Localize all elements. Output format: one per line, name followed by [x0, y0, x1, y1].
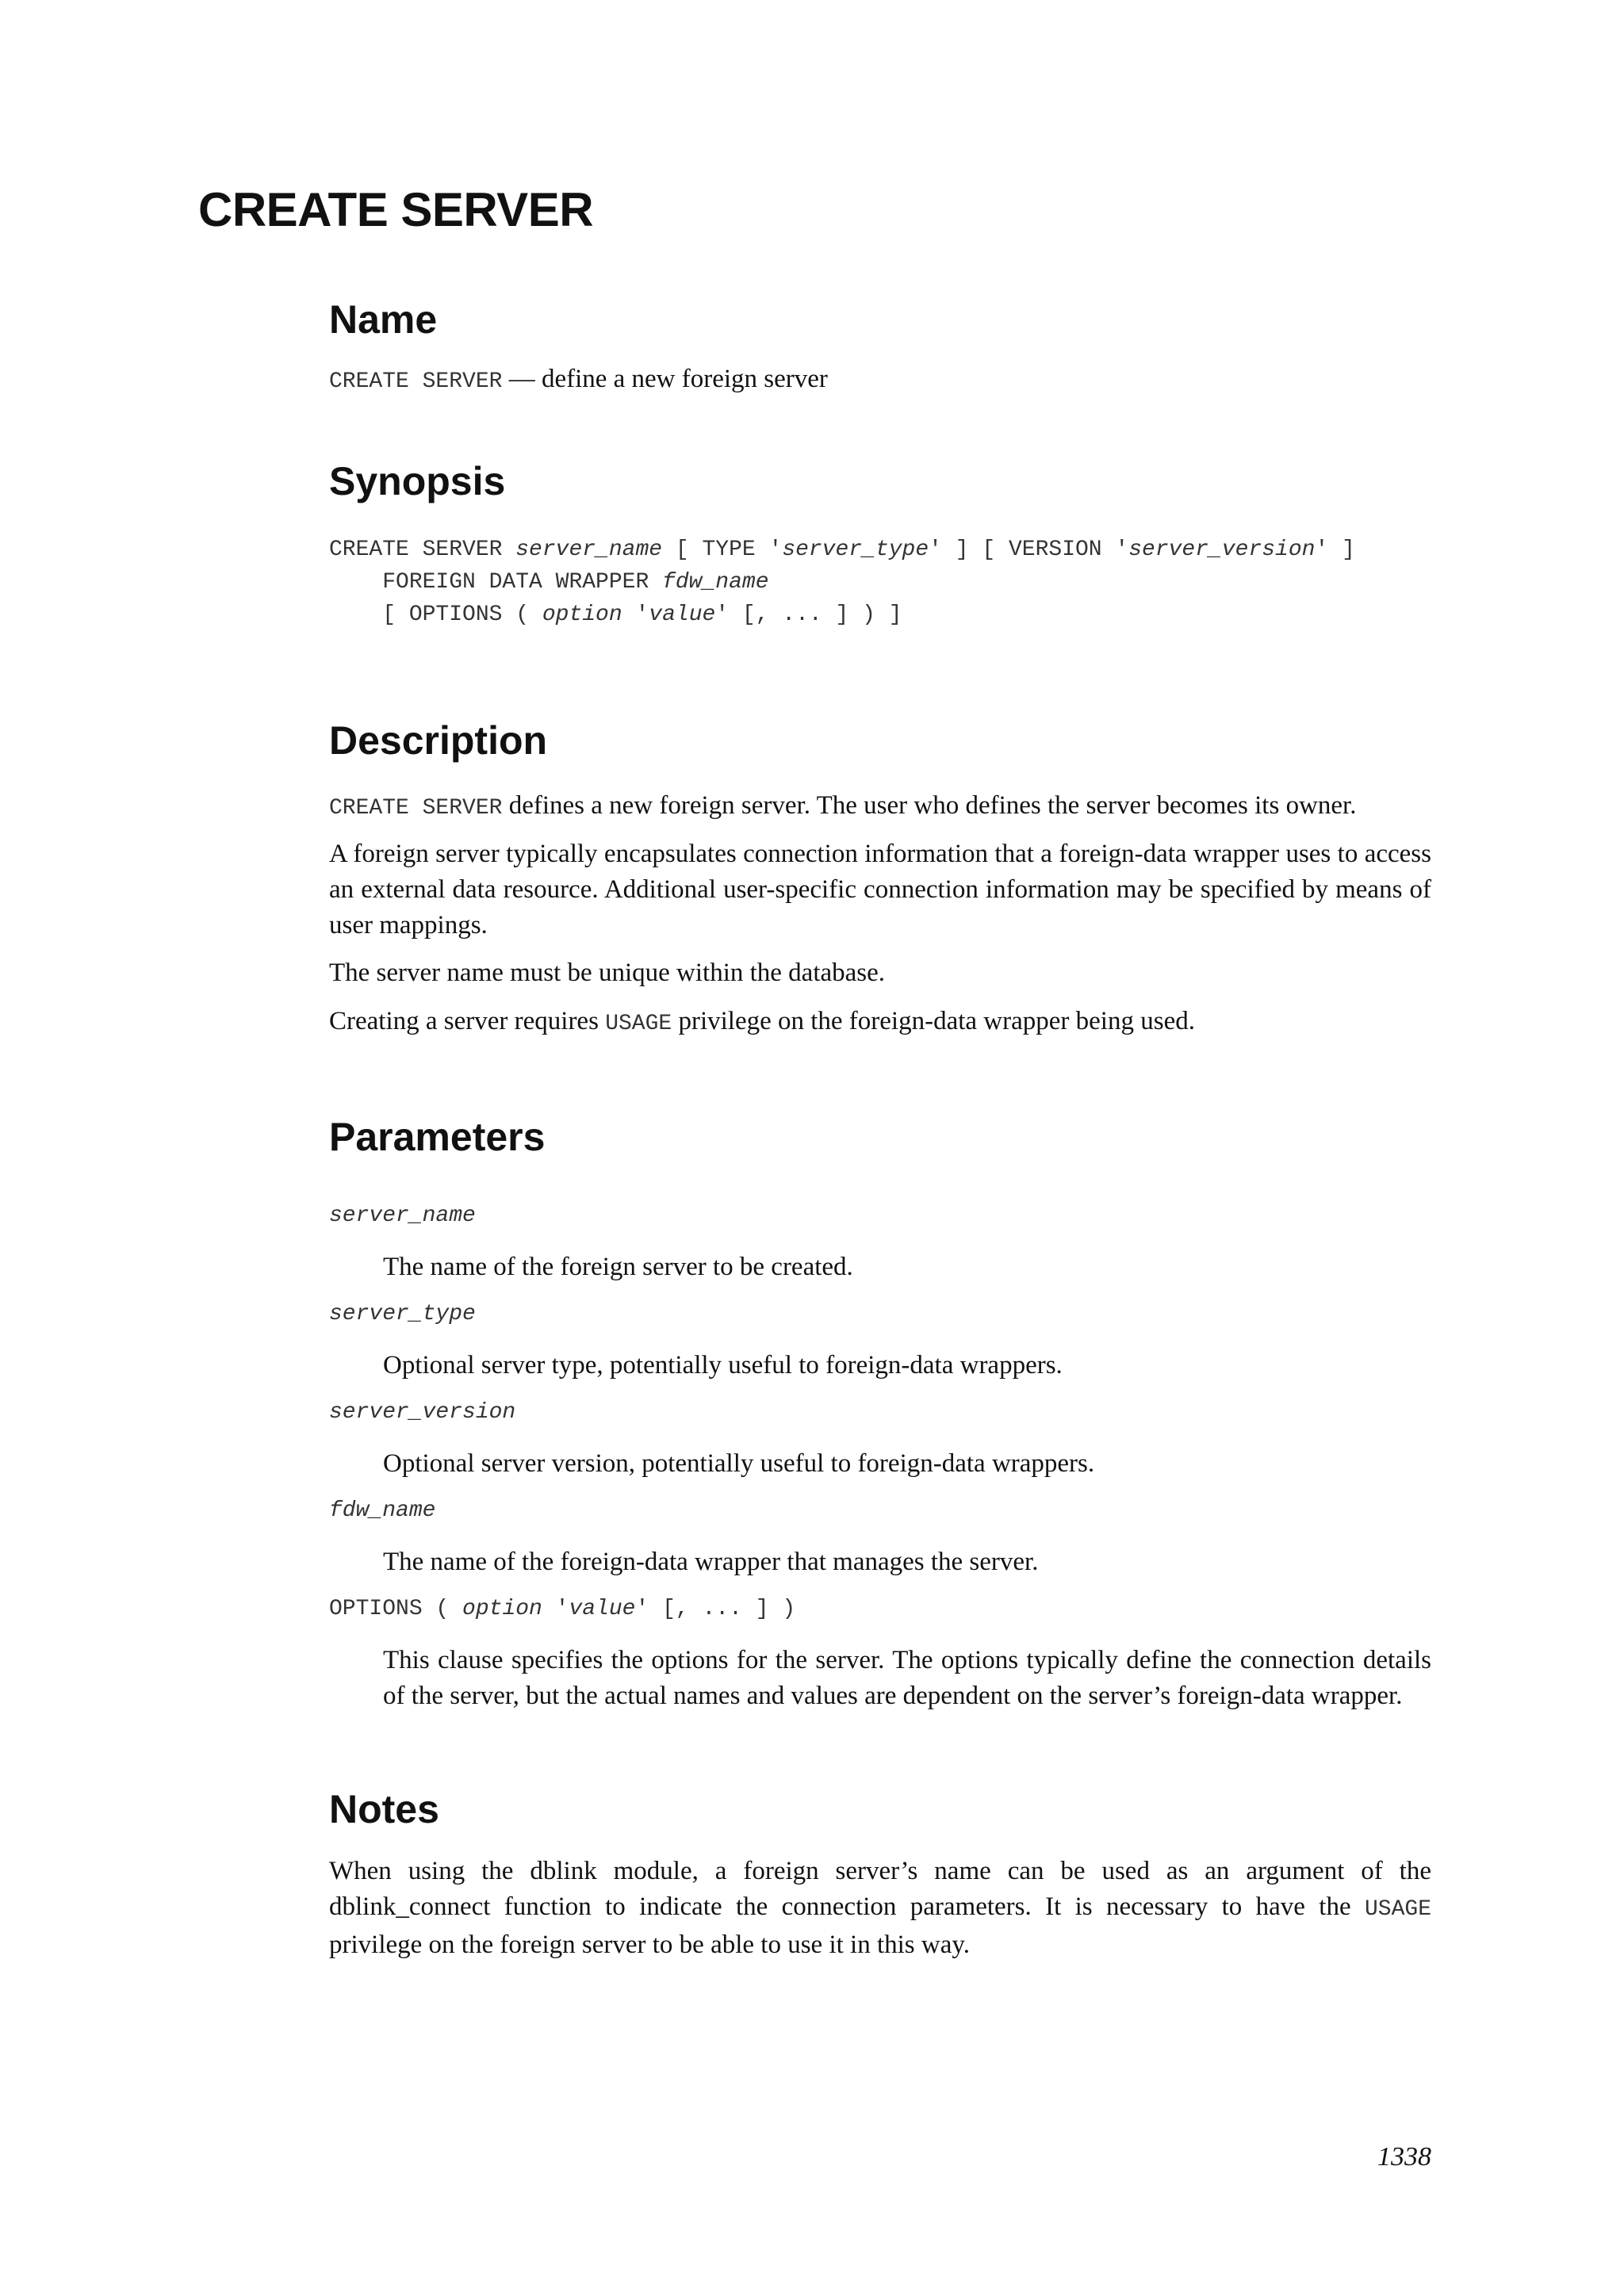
param-term: server_type [329, 1302, 476, 1326]
inline-code: USAGE [605, 1012, 672, 1036]
parameters-heading: Parameters [329, 1115, 546, 1159]
description-text: defines a new foreign server. The user who defines the server becomes its owner. [502, 791, 1357, 820]
param-desc: The name of the foreign-data wrapper that manages the server. [383, 1548, 1039, 1576]
synopsis-line-1 [329, 538, 1355, 562]
param-term: server_name [329, 1203, 476, 1228]
options-text: ' [, ... ] ) [635, 1597, 796, 1621]
param-desc: Optional server type, potentially useful to foreign-data wrappers. [383, 1351, 1063, 1380]
param-term: server_version [329, 1400, 516, 1425]
syn-placeholder: server_version [1128, 538, 1316, 562]
synopsis-block [329, 534, 1355, 631]
syn-text: ' [, ... ] ) ] [715, 603, 902, 627]
syn-text: ' ] [ VERSION ' [929, 538, 1129, 562]
param-term-options [329, 1597, 795, 1621]
syn-text: FOREIGN DATA WRAPPER [329, 570, 663, 595]
options-placeholder: value [569, 1597, 636, 1621]
param-desc-options: This clause specifies the options for the server. The options typically define the connection details of the server, but the actual names and values are dependent on the server’s foreign-data wrapper. [383, 1646, 1431, 1710]
description-para-4 [329, 1004, 1431, 1042]
name-line [329, 362, 1431, 400]
param-desc: Optional server version, potentially useful to foreign-data wrappers. [383, 1449, 1095, 1478]
inline-code: CREATE SERVER [329, 796, 503, 821]
notes-text: privilege on the foreign server to be able to use it in this way. [329, 1931, 970, 1959]
description-para-3: The server name must be unique within the database. [329, 959, 886, 987]
syn-text: ' ] [1315, 538, 1355, 562]
description-heading: Description [329, 718, 548, 763]
description-text: Creating a server requires [329, 1007, 606, 1035]
syn-text: CREATE SERVER [329, 538, 516, 562]
description-para-2: A foreign server typically encapsulates connection information that a foreign-data wrapper uses to access an external data resource. Additional user-specific connection information may be specified by means of user mappings. [329, 840, 1431, 939]
notes-heading: Notes [329, 1787, 439, 1831]
description-para-1 [329, 788, 1431, 826]
param-desc: The name of the foreign server to be created. [383, 1253, 853, 1281]
syn-placeholder: server_name [515, 538, 663, 562]
notes-text: When using the dblink module, a foreign server’s name can be used as an argument of the dblink_connect function to indicate the connection parameters. It is necessary to have the [329, 1857, 1431, 1921]
page-number: 1338 [1377, 2142, 1431, 2172]
synopsis-line-3 [329, 603, 902, 627]
description-text: privilege on the foreign-data wrapper being used. [672, 1007, 1195, 1035]
syn-placeholder: fdw_name [662, 570, 769, 595]
name-heading: Name [329, 297, 438, 342]
syn-placeholder: server_type [782, 538, 929, 562]
syn-text: ' [622, 603, 649, 627]
options-text: OPTIONS ( [329, 1597, 463, 1621]
syn-placeholder: value [649, 603, 716, 627]
synopsis-line-2 [329, 570, 769, 595]
syn-text: [ OPTIONS ( [329, 603, 542, 627]
command-name: CREATE SERVER [329, 369, 503, 394]
options-placeholder: option [462, 1597, 542, 1621]
synopsis-heading: Synopsis [329, 459, 506, 503]
syn-placeholder: option [542, 603, 622, 627]
syn-text: [ TYPE ' [662, 538, 783, 562]
notes-para [329, 1854, 1431, 1963]
command-purpose: — define a new foreign server [502, 365, 828, 393]
inline-code: USAGE [1364, 1897, 1431, 1922]
options-text: ' [542, 1597, 569, 1621]
param-term: fdw_name [329, 1498, 436, 1523]
page-title: CREATE SERVER [198, 183, 594, 236]
